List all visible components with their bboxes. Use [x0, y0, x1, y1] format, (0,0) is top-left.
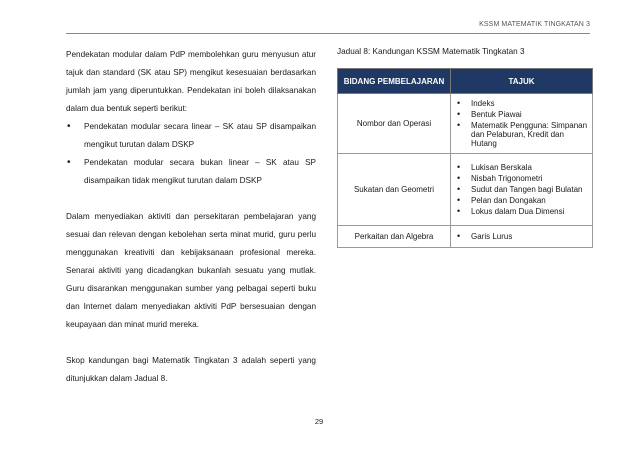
- bullet-non-linear: • Pendekatan modular secara bukan linear – SK atau SP disampaikan tidak mengikut turutan dalam DSKP: [66, 154, 316, 190]
- paragraph-scope: Skop kandungan bagi Matematik Tingkatan 3 adalah seperti yang ditunjukkan dalam Jadual 8.: [66, 356, 316, 383]
- table-row: [338, 154, 593, 226]
- content-table: [337, 68, 593, 248]
- cell-bidang: Sukatan dan Geometri: [338, 154, 451, 226]
- cell-tajuk: [451, 226, 593, 248]
- topic-item: • Sudut dan Tangen bagi Bulatan: [453, 185, 588, 194]
- page-header: KSSM MATEMATIK TINGKATAN 3: [66, 21, 590, 34]
- page-number: 29: [314, 417, 324, 426]
- topic-item: • Nisbah Trigonometri: [453, 174, 588, 183]
- bullet-linear: • Pendekatan modular secara linear – SK atau SP disampaikan mengikut turutan dalam DSKP: [66, 118, 316, 154]
- right-column: [337, 46, 593, 248]
- left-column: [66, 46, 316, 388]
- table-header-row: [338, 69, 593, 94]
- table-row: [338, 94, 593, 154]
- topic-item: • Garis Lurus: [453, 232, 588, 241]
- table-caption: Jadual 8: Kandungan KSSM Matematik Tingkatan 3: [337, 47, 525, 56]
- header-tajuk: TAJUK: [451, 69, 593, 94]
- topic-item: • Indeks: [453, 99, 588, 108]
- cell-bidang: Nombor dan Operasi: [338, 94, 451, 154]
- header-bidang: BIDANG PEMBELAJARAN: [338, 69, 451, 94]
- table-row: [338, 226, 593, 248]
- cell-tajuk: [451, 94, 593, 154]
- topic-item: • Bentuk Piawai: [453, 110, 588, 119]
- cell-bidang: Perkaitan dan Algebra: [338, 226, 451, 248]
- cell-tajuk: [451, 154, 593, 226]
- topic-item: • Pelan dan Dongakan: [453, 196, 588, 205]
- topic-item: • Matematik Pengguna: Simpanan dan Pelaburan, Kredit dan Hutang: [453, 121, 588, 148]
- paragraph-activities: Dalam menyediakan aktiviti dan persekitaran pembelajaran yang sesuai dan relevan dengan kebolehan serta minat murid, guru perlu menggunakan kreativiti dan kebijaksanaan profesional mereka. Senarai aktiviti yang dicadangkan bukanlah sesuatu yang mutlak. Guru disarankan menggunakan sumber yang pelbagai seperti buku dan Internet dalam menyediakan aktiviti PdP bersesuaian dengan keupayaan dan minat murid mereka.: [66, 212, 316, 329]
- topic-item: • Lukisan Berskala: [453, 163, 588, 172]
- topic-item: • Lokus dalam Dua Dimensi: [453, 207, 588, 216]
- paragraph-modular-approach: Pendekatan modular dalam PdP membolehkan guru menyusun atur tajuk dan standard (SK atau SP) mengikut kesesuaian berdasarkan jumlah jam yang diperuntukkan. Pendekatan ini boleh dilaksanakan dalam dua bentuk seperti berikut:: [66, 50, 316, 113]
- approach-bullet-list: [66, 118, 316, 190]
